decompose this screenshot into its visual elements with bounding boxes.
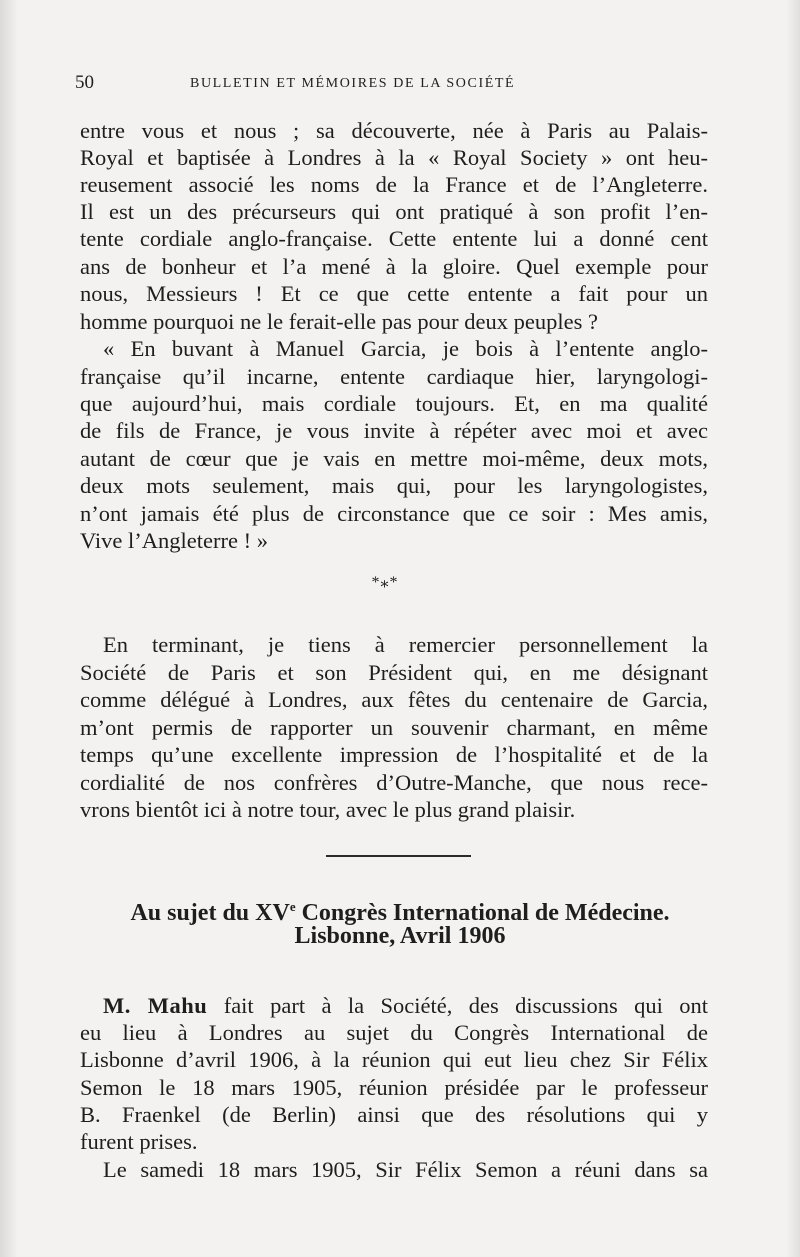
text-line: Il est un des précurseurs qui ont pratiqué à son profit l’en-: [80, 199, 708, 224]
text-line: française qu’il incarne, entente cardiaque hier, laryngologi-: [80, 364, 708, 389]
text-line: que aujourd’hui, mais cordiale toujours. Et, en ma qualité: [80, 391, 708, 416]
text-line: eu lieu à Londres au sujet du Congrès International de: [80, 1020, 708, 1045]
text-line: Le samedi 18 mars 1905, Sir Félix Semon a réuni dans sa: [103, 1157, 708, 1182]
text-line: n’ont jamais été plus de circonstance que ce soir : Mes amis,: [80, 501, 708, 526]
text-line: nous, Messieurs ! Et ce que cette entente a fait pour un: [80, 281, 708, 306]
text-line: B. Fraenkel (de Berlin) ainsi que des résolutions qui y: [80, 1102, 708, 1127]
section-heading-line2: Lisbonne, Avril 1906: [294, 923, 506, 949]
speaker-name: M. Mahu: [103, 993, 208, 1018]
text-line: homme pourquoi ne le ferait-elle pas pour deux peuples ?: [80, 309, 598, 334]
text-line: Société de Paris et son Président qui, en me désignant: [80, 660, 708, 685]
page-number: 50: [75, 72, 94, 93]
page-header: [75, 72, 715, 100]
text-line: « En buvant à Manuel Garcia, je bois à l’entente anglo-: [103, 336, 708, 361]
heading-superscript: e: [289, 899, 296, 914]
text-line: Royal et baptisée à Londres à la « Royal Society » ont heu-: [80, 145, 708, 170]
section-dinkus: *⁎*: [371, 574, 399, 591]
speaker-text: fait part à la Société, des discussions qui ont: [207, 993, 709, 1018]
text-line: m’ont permis de rapporter un souvenir charmant, en même: [80, 715, 708, 740]
text-line: furent prises.: [80, 1129, 198, 1154]
text-line: entre vous et nous ; sa découverte, née à Paris au Palais-: [80, 118, 708, 143]
text-line: En terminant, je tiens à remercier personnellement la: [103, 632, 708, 657]
text-line: tente cordiale anglo-française. Cette entente lui a donné cent: [80, 226, 708, 251]
text-line: deux mots seulement, mais qui, pour les laryngologistes,: [80, 473, 708, 498]
heading-prefix: Au sujet du XV: [130, 900, 290, 926]
running-title: BULLETIN ET MÉMOIRES DE LA SOCIÉTÉ: [190, 76, 516, 91]
text-line: cordialité de nos confrères d’Outre-Manche, que nous rece-: [80, 770, 708, 795]
text-line: autant de cœur que je vais en mettre moi-même, deux mots,: [80, 446, 708, 471]
text-line: ans de bonheur et l’a mené à la gloire. Quel exemple pour: [80, 254, 708, 279]
text-line: comme délégué à Londres, aux fêtes du centenaire de Garcia,: [80, 687, 708, 712]
text-line: Vive l’Angleterre ! »: [80, 528, 268, 553]
text-line: temps qu’une excellente impression de l’hospitalité et de la: [80, 742, 708, 767]
text-line: Semon le 18 mars 1905, réunion présidée par le professeur: [80, 1075, 708, 1100]
text-line: de fils de France, je vous invite à répéter avec moi et avec: [80, 418, 708, 443]
text-line: Lisbonne d’avril 1906, à la réunion qui eut lieu chez Sir Félix: [80, 1047, 708, 1072]
section-divider: [326, 855, 471, 857]
text-line: [103, 993, 708, 1019]
text-line: vrons bientôt ici à notre tour, avec le plus grand plaisir.: [80, 797, 576, 822]
text-line: reusement associé les noms de la France et de l’Angleterre.: [80, 172, 708, 197]
heading-suffix: Congrès International de Médecine.: [295, 900, 670, 926]
